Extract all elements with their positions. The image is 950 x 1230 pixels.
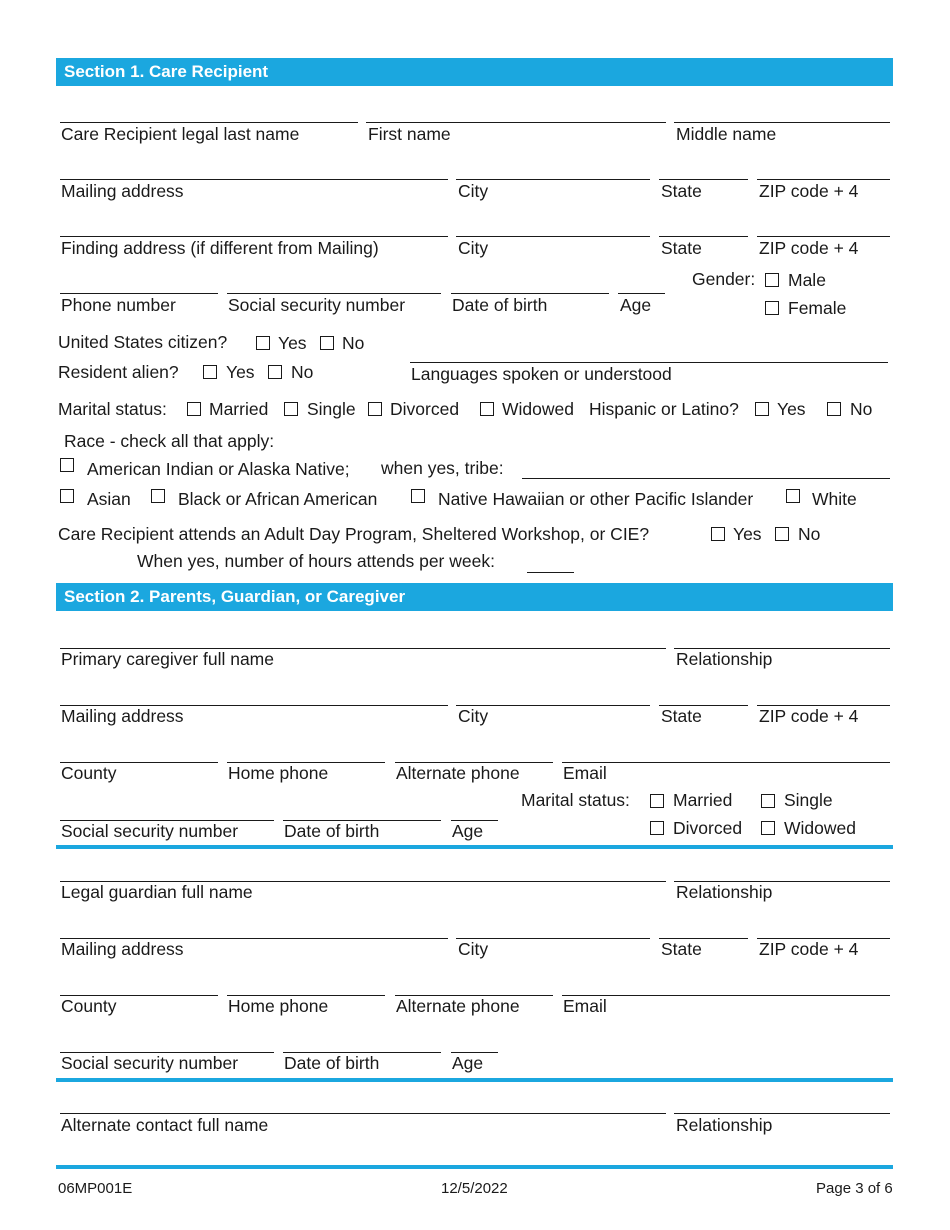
finding-city-label: City xyxy=(458,238,489,258)
marital-divorced-checkbox[interactable] xyxy=(368,402,382,416)
alternate-name-label: Alternate contact full name xyxy=(61,1115,269,1135)
city-label: City xyxy=(458,181,489,201)
primary-married-label: Married xyxy=(673,790,733,810)
guardian-name-label: Legal guardian full name xyxy=(61,882,253,902)
guardian-email-label: Email xyxy=(563,996,607,1016)
primary-widowed-label: Widowed xyxy=(784,818,856,838)
mailing-address-field[interactable] xyxy=(60,179,448,180)
primary-email-field[interactable] xyxy=(562,762,890,763)
hispanic-no-checkbox[interactable] xyxy=(827,402,841,416)
primary-married-checkbox[interactable] xyxy=(650,794,664,808)
finding-zip-field[interactable] xyxy=(757,236,890,237)
resident-yes-checkbox[interactable] xyxy=(203,365,217,379)
primary-widowed-checkbox[interactable] xyxy=(761,821,775,835)
resident-yes-label: Yes xyxy=(226,362,255,382)
guardian-county-label: County xyxy=(61,996,117,1016)
primary-zip-label: ZIP code + 4 xyxy=(759,706,859,726)
city-field[interactable] xyxy=(456,179,650,180)
program-question: Care Recipient attends an Adult Day Program, Sheltered Workshop, or CIE? xyxy=(58,524,650,544)
citizen-yes-checkbox[interactable] xyxy=(256,336,270,350)
first-name-field[interactable] xyxy=(366,122,666,123)
race-asian-checkbox[interactable] xyxy=(60,489,74,503)
mailing-address-label: Mailing address xyxy=(61,181,184,201)
race-american-indian-checkbox[interactable] xyxy=(60,458,74,472)
race-black-checkbox[interactable] xyxy=(151,489,165,503)
primary-marital-label: Marital status: xyxy=(521,790,630,810)
guardian-email-field[interactable] xyxy=(562,995,890,996)
marital-married-label: Married xyxy=(209,399,269,419)
gender-male-label: Male xyxy=(788,270,826,290)
finding-state-label: State xyxy=(661,238,702,258)
guardian-city-label: City xyxy=(458,939,489,959)
primary-divorced-checkbox[interactable] xyxy=(650,821,664,835)
primary-alt-phone-label: Alternate phone xyxy=(396,763,520,783)
tribe-field[interactable] xyxy=(522,478,890,479)
primary-divorced-label: Divorced xyxy=(673,818,743,838)
form-date: 12/5/2022 xyxy=(441,1180,508,1197)
form-id: 06MP001E xyxy=(58,1180,133,1197)
guardian-ssn-label: Social security number xyxy=(61,1053,239,1073)
zip-label: ZIP code + 4 xyxy=(759,181,859,201)
guardian-state-label: State xyxy=(661,939,702,959)
marital-widowed-checkbox[interactable] xyxy=(480,402,494,416)
ssn-field[interactable] xyxy=(227,293,441,294)
program-yes-checkbox[interactable] xyxy=(711,527,725,541)
first-name-label: First name xyxy=(368,124,451,144)
middle-name-field[interactable] xyxy=(674,122,890,123)
program-no-label: No xyxy=(798,524,821,544)
primary-age-label: Age xyxy=(452,821,484,841)
race-white-checkbox[interactable] xyxy=(786,489,800,503)
alternate-name-field[interactable] xyxy=(60,1113,666,1114)
marital-divorced-label: Divorced xyxy=(390,399,460,419)
divider-bar xyxy=(56,845,893,849)
section-2-header xyxy=(56,583,893,611)
state-field[interactable] xyxy=(659,179,748,180)
marital-single-label: Single xyxy=(307,399,356,419)
state-label: State xyxy=(661,181,702,201)
citizen-no-label: No xyxy=(342,333,365,353)
finding-address-field[interactable] xyxy=(60,236,448,237)
primary-relationship-label: Relationship xyxy=(676,649,773,669)
divider-bar xyxy=(56,1078,893,1082)
section-1-header xyxy=(56,58,893,86)
citizen-no-checkbox[interactable] xyxy=(320,336,334,350)
hispanic-no-label: No xyxy=(850,399,873,419)
tribe-label: when yes, tribe: xyxy=(381,458,504,478)
gender-female-checkbox[interactable] xyxy=(765,301,779,315)
program-no-checkbox[interactable] xyxy=(775,527,789,541)
guardian-relationship-label: Relationship xyxy=(676,882,773,902)
race-american-indian-label: American Indian or Alaska Native; xyxy=(87,459,350,479)
citizen-yes-label: Yes xyxy=(278,333,307,353)
primary-name-label: Primary caregiver full name xyxy=(61,649,274,669)
guardian-alt-phone-label: Alternate phone xyxy=(396,996,520,1016)
primary-state-label: State xyxy=(661,706,702,726)
phone-label: Phone number xyxy=(61,295,176,315)
guardian-home-phone-label: Home phone xyxy=(228,996,329,1016)
guardian-age-label: Age xyxy=(452,1053,484,1073)
middle-name-label: Middle name xyxy=(676,124,777,144)
marital-widowed-label: Widowed xyxy=(502,399,574,419)
primary-email-label: Email xyxy=(563,763,607,783)
gender-female-label: Female xyxy=(788,298,847,318)
race-black-label: Black or African American xyxy=(178,489,378,509)
finding-state-field[interactable] xyxy=(659,236,748,237)
primary-single-checkbox[interactable] xyxy=(761,794,775,808)
age-field[interactable] xyxy=(618,293,665,294)
program-yes-label: Yes xyxy=(733,524,762,544)
dob-field[interactable] xyxy=(451,293,609,294)
finding-zip-label: ZIP code + 4 xyxy=(759,238,859,258)
guardian-dob-label: Date of birth xyxy=(284,1053,380,1073)
hours-field[interactable] xyxy=(527,572,574,573)
marital-married-checkbox[interactable] xyxy=(187,402,201,416)
resident-no-label: No xyxy=(291,362,314,382)
finding-city-field[interactable] xyxy=(456,236,650,237)
languages-label: Languages spoken or understood xyxy=(411,364,672,384)
zip-field[interactable] xyxy=(757,179,890,180)
primary-mailing-label: Mailing address xyxy=(61,706,184,726)
hispanic-yes-label: Yes xyxy=(777,399,806,419)
race-white-label: White xyxy=(812,489,857,509)
hispanic-yes-checkbox[interactable] xyxy=(755,402,769,416)
primary-county-label: County xyxy=(61,763,117,783)
hispanic-question: Hispanic or Latino? xyxy=(589,399,739,419)
race-hawaiian-label: Native Hawaiian or other Pacific Islander xyxy=(438,489,754,509)
primary-ssn-label: Social security number xyxy=(61,821,239,841)
last-name-field[interactable] xyxy=(60,122,358,123)
alternate-relationship-field[interactable] xyxy=(674,1113,890,1114)
ssn-label: Social security number xyxy=(228,295,406,315)
primary-single-label: Single xyxy=(784,790,833,810)
age-label: Age xyxy=(620,295,652,315)
finding-address-label: Finding address (if different from Mailing) xyxy=(61,238,379,258)
primary-city-label: City xyxy=(458,706,489,726)
footer-bar xyxy=(56,1165,893,1169)
dob-label: Date of birth xyxy=(452,295,548,315)
section-2-title: Section 2. Parents, Guardian, or Caregiver xyxy=(64,587,406,606)
guardian-mailing-label: Mailing address xyxy=(61,939,184,959)
marital-single-checkbox[interactable] xyxy=(284,402,298,416)
race-asian-label: Asian xyxy=(87,489,131,509)
phone-field[interactable] xyxy=(60,293,218,294)
guardian-zip-label: ZIP code + 4 xyxy=(759,939,859,959)
primary-home-phone-label: Home phone xyxy=(228,763,329,783)
citizen-question: United States citizen? xyxy=(58,332,228,352)
page-number: Page 3 of 6 xyxy=(816,1180,893,1197)
section-1-title: Section 1. Care Recipient xyxy=(64,62,269,81)
hours-question: When yes, number of hours attends per week: xyxy=(137,551,495,571)
languages-field[interactable] xyxy=(410,362,888,363)
race-hawaiian-checkbox[interactable] xyxy=(411,489,425,503)
race-label: Race - check all that apply: xyxy=(64,431,275,451)
marital-status-label: Marital status: xyxy=(58,399,167,419)
last-name-label: Care Recipient legal last name xyxy=(61,124,300,144)
resident-no-checkbox[interactable] xyxy=(268,365,282,379)
gender-male-checkbox[interactable] xyxy=(765,273,779,287)
gender-label: Gender: xyxy=(692,269,756,289)
resident-question: Resident alien? xyxy=(58,362,179,382)
alternate-relationship-label: Relationship xyxy=(676,1115,773,1135)
primary-dob-label: Date of birth xyxy=(284,821,380,841)
